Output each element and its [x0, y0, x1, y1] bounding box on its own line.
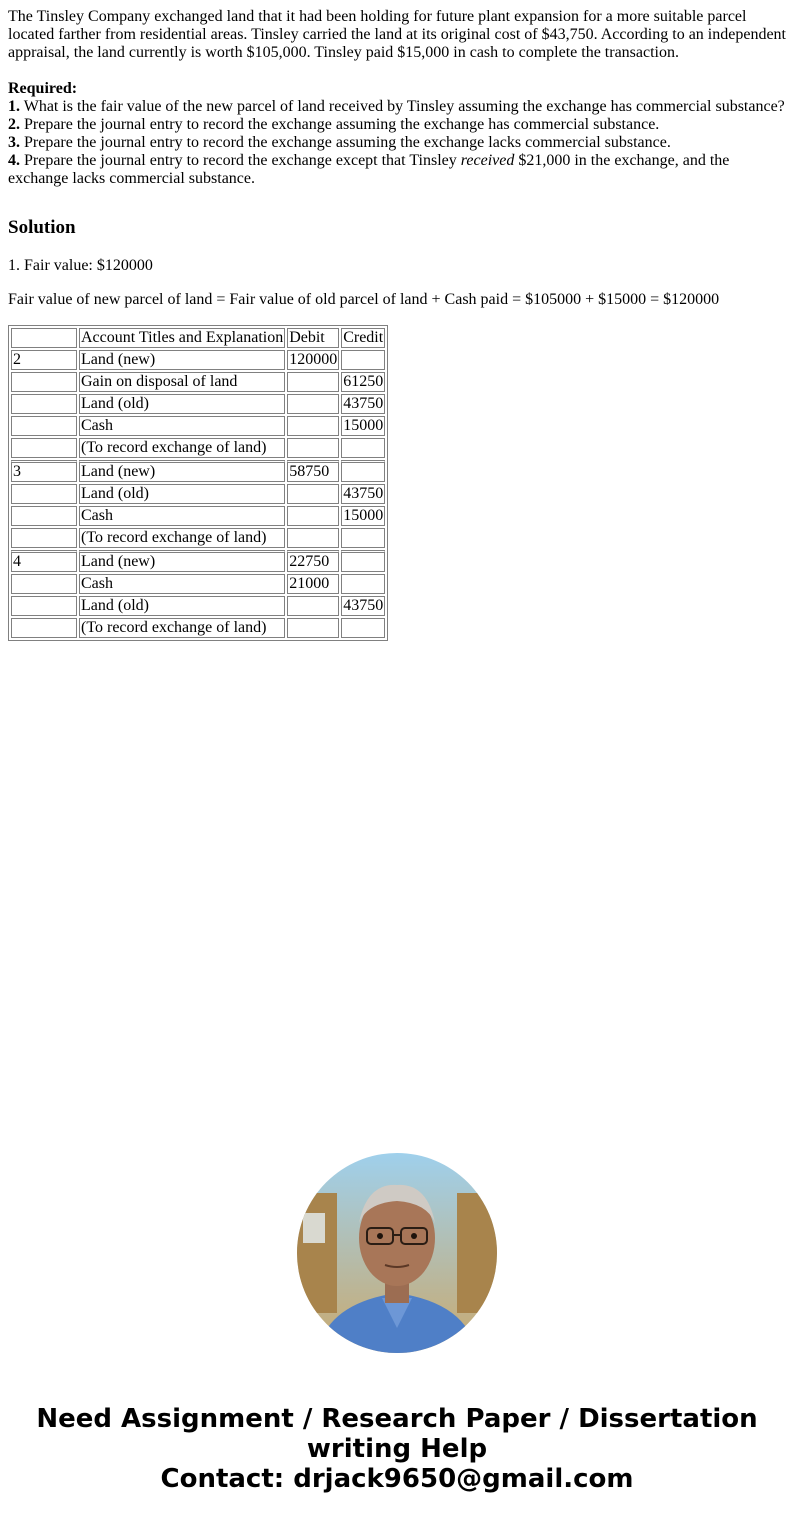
account-title-cell: Land (old) — [79, 596, 285, 616]
debit-cell — [287, 596, 339, 616]
required-item-2 — [8, 116, 788, 134]
credit-cell: 43750 — [343, 597, 384, 614]
account-title-cell: Cash — [79, 574, 285, 594]
debit-cell: 120000 — [289, 351, 338, 368]
promo-contact: Contact: drjack9650@gmail.com — [160, 1464, 634, 1494]
account-title-cell: Cash — [79, 506, 285, 526]
debit-cell — [287, 416, 339, 436]
account-title-cell: Gain on disposal of land — [79, 372, 285, 392]
required-item-text: Prepare the journal entry to record the exchange except that Tinsley — [20, 152, 461, 169]
entry-number-cell — [11, 574, 77, 594]
table-row — [11, 574, 385, 594]
promo-line: writing Help — [306, 1434, 488, 1464]
entry-number-cell — [11, 596, 77, 616]
account-title-cell: Land (new) — [79, 350, 285, 370]
table-row — [11, 484, 385, 504]
entry-number-cell: 4 — [11, 550, 77, 572]
required-item-3 — [8, 134, 788, 152]
journal-entries-table — [8, 325, 388, 641]
table-header-row — [11, 328, 385, 348]
debit-cell — [287, 438, 339, 458]
table-row — [11, 394, 385, 414]
document-body — [8, 8, 788, 641]
required-item-text: $21,000 in the exchange, and the exchange lacks commercial substance. — [8, 152, 730, 187]
account-title-cell: (To record exchange of land) — [79, 618, 285, 638]
debit-cell — [287, 618, 339, 638]
table-row — [11, 416, 385, 436]
table-row — [11, 506, 385, 526]
required-item-number: 2. — [8, 116, 20, 133]
fair-value-answer: 1. Fair value: $120000 — [8, 257, 153, 274]
table-row — [11, 596, 385, 616]
table-row — [11, 528, 385, 548]
solution-heading: Solution — [8, 217, 76, 238]
table-row — [11, 438, 385, 458]
credit-cell: 43750 — [343, 395, 384, 412]
debit-cell: 21000 — [287, 574, 339, 594]
entry-number-cell: 2 — [11, 350, 77, 370]
required-item-1 — [8, 98, 788, 116]
debit-cell — [287, 528, 339, 548]
required-item-text: Prepare the journal entry to record the exchange assuming the exchange lacks commercial substance. — [20, 134, 671, 151]
promo-line: Need Assignment / Research Paper / Dissertation — [36, 1404, 758, 1434]
table-row — [11, 618, 385, 638]
header-cell: Account Titles and Explanation — [81, 329, 284, 346]
credit-cell — [341, 438, 385, 458]
table-row — [11, 372, 385, 392]
entry-number-cell — [11, 484, 77, 504]
fair-value-formula: Fair value of new parcel of land = Fair value of old parcel of land + Cash paid = $105000 + $15000 = $120000 — [8, 291, 720, 308]
entry-number-cell — [11, 372, 77, 392]
debit-cell — [287, 394, 339, 414]
table-row — [11, 550, 385, 572]
entry-number-cell: 3 — [11, 460, 77, 482]
required-item-4 — [8, 152, 788, 188]
account-title-cell: (To record exchange of land) — [79, 438, 285, 458]
credit-cell — [341, 574, 385, 594]
author-photo-image — [297, 1153, 497, 1353]
table-row — [11, 350, 385, 370]
required-item-text: What is the fair value of the new parcel of land received by Tinsley assuming the exchange has commercial substance? — [20, 98, 785, 115]
author-photo — [297, 1153, 497, 1353]
problem-statement: The Tinsley Company exchanged land that it had been holding for future plant expansion for a more suitable parcel located farther from residential areas. Tinsley carried the land at its original cost of $43,750. According to an independent appraisal, the land currently is worth $105,000. Tinsley paid $15,000 in cash to complete the transaction. — [8, 8, 786, 61]
credit-cell — [341, 528, 385, 548]
entry-number-cell — [11, 416, 77, 436]
credit-cell — [341, 350, 385, 370]
credit-cell — [341, 550, 385, 572]
required-heading — [8, 80, 788, 98]
account-title-cell: Land (new) — [79, 460, 285, 482]
entry-number-cell — [11, 528, 77, 548]
entry-number-cell — [11, 506, 77, 526]
credit-cell: 15000 — [343, 417, 384, 434]
entry-number-cell — [11, 618, 77, 638]
account-title-cell: (To record exchange of land) — [79, 528, 285, 548]
credit-cell: 61250 — [343, 373, 384, 390]
credit-cell: 15000 — [343, 507, 384, 524]
required-item-emphasis: received — [460, 152, 515, 169]
account-title-cell: Land (old) — [79, 394, 285, 414]
required-heading-text: Required: — [8, 80, 78, 97]
credit-cell — [341, 460, 385, 482]
debit-cell — [287, 484, 339, 504]
header-cell: Debit — [287, 328, 339, 348]
debit-cell: 58750 — [287, 460, 339, 482]
credit-cell: 43750 — [343, 485, 384, 502]
debit-cell — [287, 372, 339, 392]
account-title-cell: Land (old) — [79, 484, 285, 504]
required-section — [8, 80, 788, 188]
journal-table-body — [11, 328, 385, 638]
account-title-cell: Cash — [79, 416, 285, 436]
entry-number-cell — [11, 438, 77, 458]
header-cell — [11, 328, 77, 348]
table-row — [11, 460, 385, 482]
promo-banner — [0, 1404, 794, 1494]
header-cell: Credit — [343, 329, 384, 346]
entry-number-cell — [11, 394, 77, 414]
required-item-text: Prepare the journal entry to record the exchange assuming the exchange has commercial substance. — [20, 116, 660, 133]
credit-cell — [341, 618, 385, 638]
debit-cell: 22750 — [287, 550, 339, 572]
account-title-cell: Land (new) — [79, 550, 285, 572]
debit-cell — [287, 506, 339, 526]
required-item-number: 3. — [8, 134, 20, 151]
required-item-number: 1. — [8, 98, 20, 115]
required-item-number: 4. — [8, 152, 20, 169]
